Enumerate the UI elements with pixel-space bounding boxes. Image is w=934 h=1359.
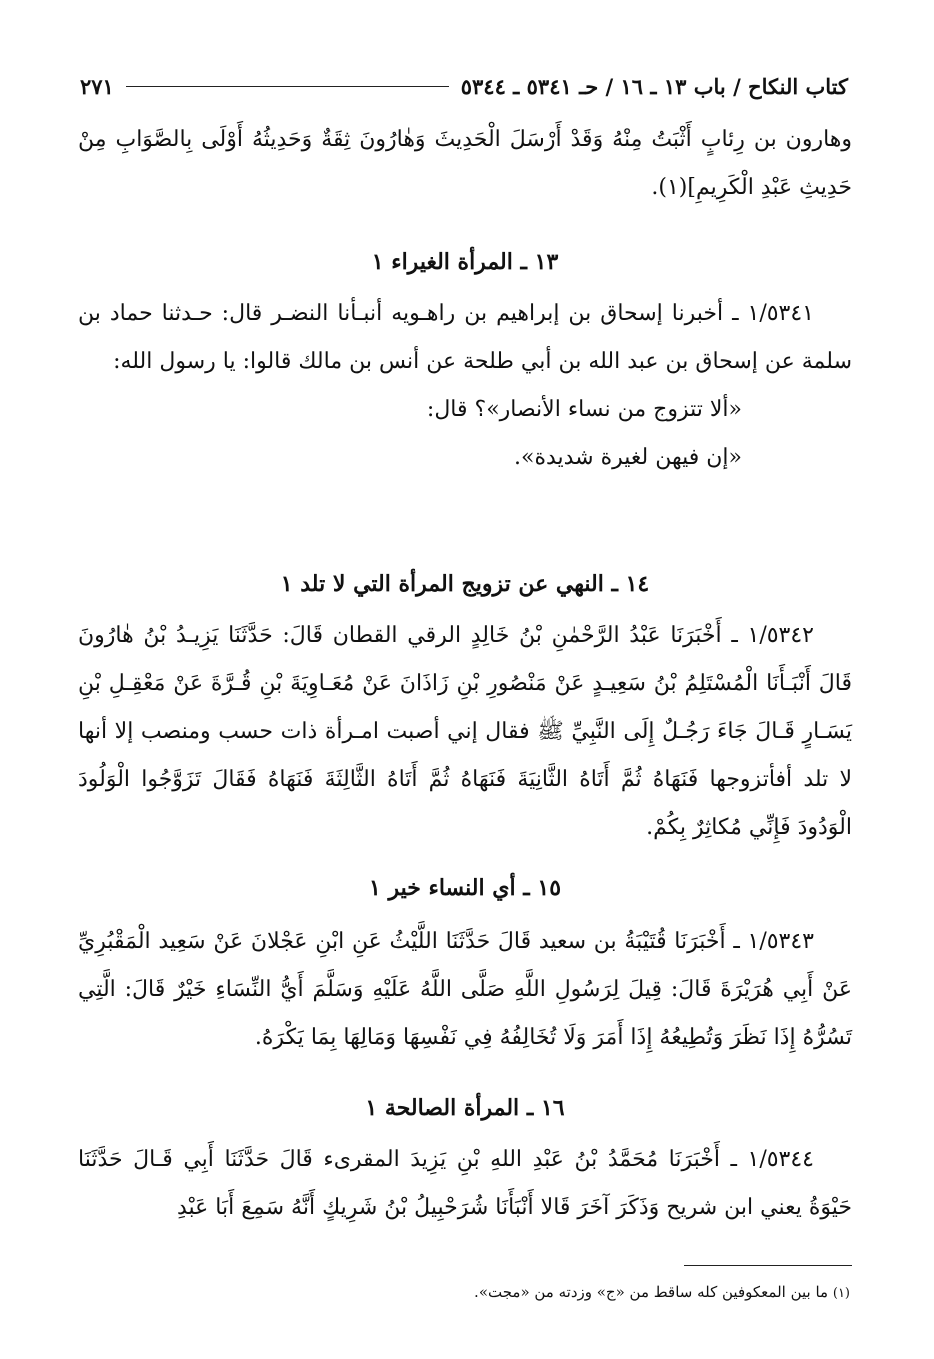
footnote-text: ما بين المعكوفين كله ساقط من «ج» وزدته من «مجت». — [474, 1283, 829, 1301]
hadith-5343 — [78, 918, 852, 1062]
footnote — [80, 1280, 850, 1306]
hadith-5344 — [78, 1136, 852, 1232]
hadith-5342-text: ١/٥٣٤٢ ـ أَخْبَرَنَا عَبْدُ الرَّحْمٰنِ بْنُ خَالِدٍ الرقي القطان قَالَ: حَدَّثَنَا يَزِيـدُ بْنُ هٰارُونَ قَالَ أَنْبَـأَنَا الْمُسْتَلِمُ بْنُ سَعِيـدٍ عَنْ مَنْصُورِ بْنِ زَاذَانَ عَنْ مُعَـاوِيَةَ بْنِ قُـرَّةَ عَنْ مَعْقِـلِ بْنِ يَسَـارٍ قَـالَ جَاءَ رَجُـلٌ إِلَى النَّبِيِّ ﷺ فقال إني أصبت امـرأة ذات حسب ومنصب إلا أنها لا تلد أفأتزوجها فَنَهَاهُ ثُمَّ أَتَاهُ الثَّانِيَةَ فَنَهَاهُ ثُمَّ أَتَاهُ الثَّالِثَةَ فَنَهَاهُ فَقَالَ تَزَوَّجُوا الْوَلُودَ الْوَدُودَ فَإِنِّي مُكاثِرٌ بِكُمْ. — [78, 623, 852, 840]
hadith-5342 — [78, 612, 852, 852]
section-14-heading: ١٤ ـ النهي عن تزويج المرأة التي لا تلد ١ — [280, 571, 650, 597]
hadith-5344-text: ١/٥٣٤٤ ـ أَخْبَرَنَا مُحَمَّدُ بْنُ عَبْدِ اللهِ بْنِ يَزِيدَ المقرىء قَالَ حَدَّثَنَا أَبِي قَـالَ حَدَّثَنَا حَيْوَةُ يعني ابن شريح وَذَكَرَ آخَرَ قَالا أَنْبَأَنَا شُرَحْبِيلُ بْنُ شَرِيكٍ أَنَّهُ سَمِعَ أَبَا عَبْدِ — [78, 1147, 852, 1220]
section-15-heading: ١٥ ـ أي النساء خير ١ — [368, 875, 562, 901]
hadith-5341 — [78, 290, 852, 482]
hadith-5341-text: ١/٥٣٤١ ـ أخبرنا إسحاق بن إبراهيم بن راهـويه أنبـأنا النضـر قال: حـدثنا حماد بن سلمة عن إسحاق بن عبد الله بن أبي طلحة عن أنس بن مالك قالوا: يا رسول الله: — [78, 301, 852, 374]
footnote-rule — [684, 1265, 852, 1266]
running-header — [80, 68, 848, 104]
intro-text: وهارون بن رِئابٍ أَثْبَتُ مِنْهُ وَقَدْ أَرْسَلَ الْحَدِيثَ وَهٰارُونَ ثِقَةٌ وَحَدِيثُهُ أَوْلَى بِالصَّوَابِ مِنْ حَدِيثِ عَبْدِ الْكَرِيمِ](١). — [78, 127, 852, 200]
hadith-5341-quote-1: «ألا تتزوج من نساء الأنصار»؟ قال: — [426, 397, 742, 422]
hadith-5343-text: ١/٥٣٤٣ ـ أَخْبَرَنَا قُتَيْبَةُ بن سعيد قَالَ حَدَّثَنَا اللَّيْثُ عَنِ ابْنِ عَجْلانَ عَنْ سَعِيد الْمَقْبُرِيِّ عَنْ أَبِي هُرَيْرَةَ قَالَ: قِيلَ لِرَسُولِ اللَّهِ صَلَّى اللَّهُ عَلَيْهِ وَسَلَّمَ أَيُّ النِّسَاءِ خَيْرٌ قَالَ: الَّتِي تَسُرُّهُ إِذَا نَظَرَ وَتُطِيعُهُ إِذَا أَمَرَ وَلَا تُخَالِفُهُ فِي نَفْسِهَا وَمَالِهَا بِمَا يَكْرَهُ. — [78, 929, 852, 1050]
section-13-heading: ١٣ ـ المرأة الغيراء ١ — [371, 249, 559, 275]
header-rule — [126, 86, 449, 87]
intro-paragraph — [78, 116, 852, 212]
section-16-heading: ١٦ ـ المرأة الصالحة ١ — [365, 1095, 565, 1121]
footnote-mark: (١) — [832, 1286, 850, 1301]
chapter-title: كتاب النكاح / باب ١٣ ـ ١٦ / حـ ٥٣٤١ ـ ٥٣٤٤ — [460, 73, 848, 99]
page-number: ٢٧١ — [80, 73, 114, 99]
hadith-5341-quote-2: «إن فيهن لغيرة شديدة». — [513, 445, 742, 470]
